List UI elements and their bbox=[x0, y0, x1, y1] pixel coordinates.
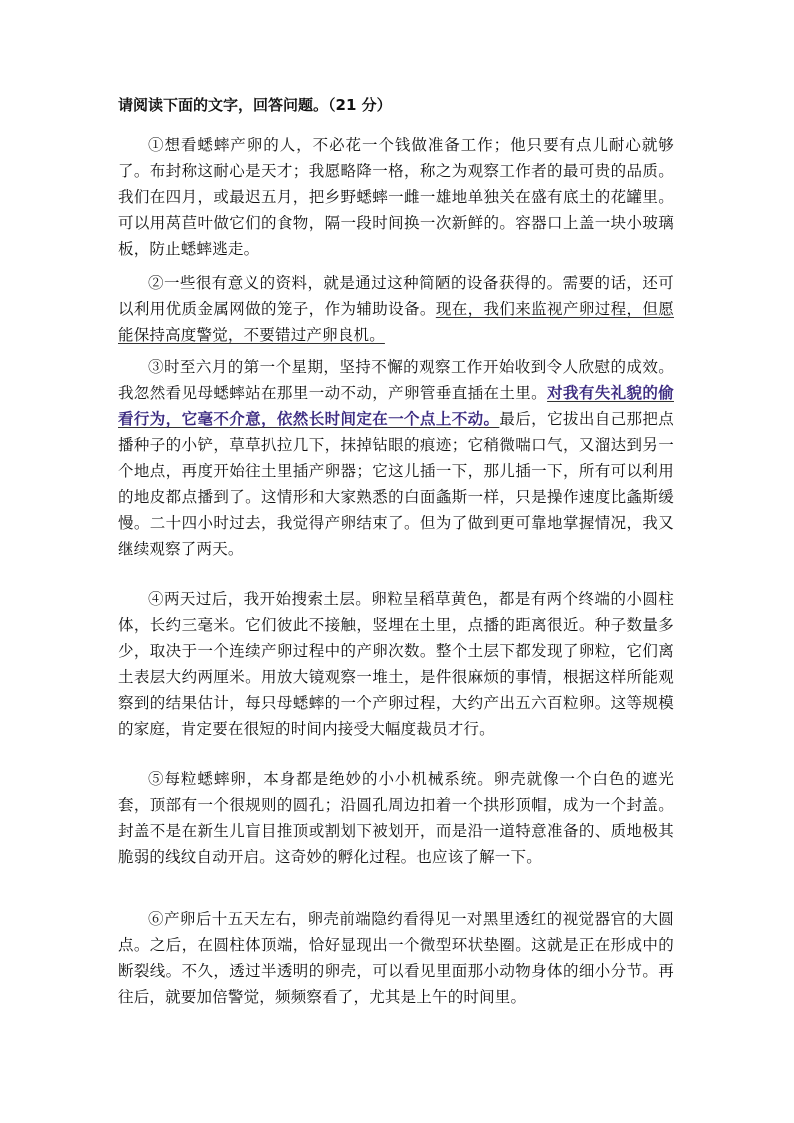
paragraph-2-text: ②一些很有意义的资料，就是通过这种简陋的设备获得的。需要的话，还可以利用优质金属网做的笼子，作为辅助设备。 bbox=[118, 274, 674, 318]
paragraph-5: ⑤每粒蟋蟀卵，本身都是绝妙的小小机械系统。卵壳就像一个白色的遮光套，顶部有一个很规则的圆孔；沿圆孔周边扣着一个拱形顶帽，成为一个封盖。封盖不是在新生儿盲目推顶或割划下被划开，而是沿一道特意准备的、质地极其脆弱的线纹自动开启。这奇妙的孵化过程。也应该了解一下。 bbox=[118, 770, 674, 866]
paragraph-3-highlighted-sentence: 对我有失礼貌的偷看行为，它毫不介意，依然长时间定在一个点上不动。 bbox=[118, 383, 674, 428]
paragraph-4: ④两天过后，我开始搜索土层。卵粒呈稻草黄色，都是有两个终端的小圆柱体，长约三毫米。它们彼此不接触，竖埋在土里，点播的距离很近。种子数量多少，取决于一个连续产卵过程中的产卵次数。整个土层下都发现了卵粒，它们离土表层大约两厘米。用放大镜观察一堆土，是件很麻烦的事情，根据这样所能观察到的结果估计，每只母蟋蟀的一个产卵过程，大约产出五六百粒卵。这等规模的家庭，肯定要在很短的时间内接受大幅度裁员才行。 bbox=[118, 590, 674, 738]
paragraph-2 bbox=[118, 270, 674, 348]
paragraph-3-end: 最后，它拔出自己那把点播种子的小铲，草草扒拉几下，抹掉钻眼的痕迹；它稍微喘口气，又溜达到另一个地点，再度开始往土里插产卵器；它这儿插一下，那儿插一下，所有可以利用的地皮都点播到了。这情形和大家熟悉的白面螽斯一样，只是操作速度比螽斯缓慢。二十四小时过去，我觉得产卵结束了。但为了做到更可靠地掌握情况，我又继续观察了两天。 bbox=[118, 410, 674, 558]
paragraph-2-underlined-sentence: 现在，我们来监视产卵过程，但愿能保持高度警觉，不要错过产卵良机。 bbox=[118, 300, 674, 344]
question-heading: 请阅读下面的文字，回答问题。（21 分） bbox=[118, 96, 392, 114]
paragraph-3 bbox=[118, 354, 674, 562]
paragraph-1: ①想看蟋蟀产卵的人，不必花一个钱做准备工作；他只要有点儿耐心就够了。布封称这耐心是天才；我愿略降一格，称之为观察工作者的最可贵的品质。我们在四月，或最迟五月，把乡野蟋蟀一雌一雄地单独关在盛有底土的花罐里。可以用莴苣叶做它们的食物，隔一段时间换一次新鲜的。容器口上盖一块小玻璃板，防止蟋蟀逃走。 bbox=[118, 136, 674, 258]
paragraph-3-start: ③时至六月的第一个星期，坚持不懈的观察工作开始收到令人欣慰的成效。我忽然看见母蟋蟀站在那里一动不动，产卵管垂直插在土里。 bbox=[118, 358, 674, 402]
paragraph-6: ⑥产卵后十五天左右，卵壳前端隐约看得见一对黑里透红的视觉器官的大圆点。之后，在圆柱体顶端，恰好显现出一个微型环状垫圈。这就是正在形成中的断裂线。不久，透过半透明的卵壳，可以看见里面那小动物身体的细小分节。再往后，就要加倍警觉，频频察看了，尤其是上午的时间里。 bbox=[118, 910, 674, 1006]
